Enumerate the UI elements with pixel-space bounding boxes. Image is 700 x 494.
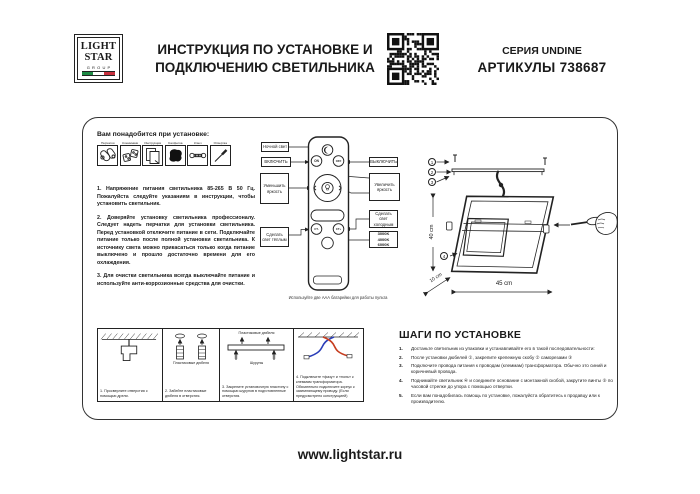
side-tab-left [447,222,453,230]
dimension-height-label: 40 cm [429,217,435,247]
series-name: СЕРИЯ UNDINE [502,45,582,57]
tools-heading: Вам понадобится при установке: [97,131,210,138]
tool-bolt: Ключ [187,141,209,166]
terminal-blocks-icon [120,145,141,166]
label-warm-light: Сделать свет тёплым [260,227,289,247]
cable-connector [499,183,503,187]
label-night-light: Ночной свет [261,142,289,152]
panel-caption-1: 1. Просверлите отверстия с помощью дрели. [100,389,148,399]
ct-minus-label: CT- [314,227,319,232]
dowels-illustration [165,331,216,361]
panel-wiring [293,329,363,401]
bulb-base [327,189,329,191]
label-turn-off: ВЫКЛЮЧИТЬ [369,157,398,167]
lightstar-logo [74,34,123,83]
indicator-window [311,210,344,221]
italian-flag-stripe [82,71,116,76]
panel-caption-3: 3. Закрепите установочную пластину с помощью шурупов в подготовленные отверстия. [222,384,289,399]
lightstar-logo-inner [77,37,120,80]
installation-step: 5. Если вам понадобилась помощь по установке, пожалуйста обратитесь к продавцу или к производителю. [399,392,600,404]
ct-plus-label: CT+ [335,227,342,232]
wiring-illustration [296,331,360,362]
panel-caption-2: 2. Забейте пластиковые дюбеля в отверстия. [165,389,207,399]
napkin-icon [165,145,186,166]
installation-step: 3. Подключите провода питания к проводам (клеммам) трансформатора. Обычно это синий и коричневый провода. [399,363,607,375]
installation-steps-list [399,346,615,405]
page-title-line1: ИНСТРУКЦИЯ ПО УСТАНОВКЕ И [157,42,373,57]
install-steps-panels [97,328,364,402]
tool-screwdriver: Отвертка [210,141,232,166]
fixture-outer-frame [452,196,554,273]
dimension-depth-label: 10 cm [428,271,444,285]
tool-gloves: Перчатки [97,141,119,166]
screwdriver-icon [210,145,231,166]
safety-note-2: 2. Доверяйте установку светильника профессионалу. Следует надеть перчатки для установки светильника. Перед установкой отключите питание в сети. Подключайте питание только после полной установки светильника. К источнику света можно прикасаться только когда питание выключено и прошло достаточно времени для его охлаждения. [97,214,255,266]
label-decrease-brightness: Уменьшить яркость [260,173,289,204]
panel-drill [98,329,162,401]
safety-notes [97,186,255,294]
installation-step: 2. После установки дюбелей ①, закрепите крепежную скобу ② саморезами ③ [399,354,573,360]
panel-plate [219,329,293,401]
article-number: АРТИКУЛЫ 738687 [477,60,607,75]
callout-2: 2 [428,168,436,176]
installation-steps-section [399,329,615,407]
tool-terminals: Клеммники [120,141,142,166]
fixture-installation-diagram [420,128,620,310]
label-cold-light: Сделать свет холодным [369,210,398,228]
label-turn-on: ВКЛЮЧИТЬ [261,157,291,167]
panel-dowels [162,329,219,401]
tool-napkin: Салфетка [165,141,187,166]
dimension-width-label: 45 cm [484,281,524,287]
callout-3: 3 [428,178,436,186]
bulb-icon [326,185,330,189]
mount-screw-left [453,155,457,162]
safety-note-3: 3. Для очистки светильника всегда выключайте питание и используйте анти-коррозионные средства для очистки. [97,273,255,287]
logo-text-group: GROUP [86,64,113,70]
page-title [130,41,400,76]
off-button-label: OFF [335,159,342,164]
website-url: www.lightstar.ru [297,447,403,462]
side-tab-right [544,225,550,233]
tool-manual: Инструкция [142,141,164,166]
remote-battery-note: Используйте две ААА батарейки для работы пульта [288,295,388,300]
panel-label-screws: Шурупы [249,361,264,365]
installation-step: 4. Поднимайте светильник ④ и соедините основание с монтажной скобой, закрутите винты ⑤ по часовой стрелке до упора с помощью отвертки. [399,377,613,390]
mount-screw-right [543,158,547,165]
tools-row [97,141,247,166]
tools-section [97,131,247,166]
panel-label-dowels: Пластиковые дюбеля [173,361,209,365]
drill-illustration [100,331,158,367]
safety-note-1: 1. Напряжение питания светильника 85-265 В 50 Гц. Пожалуйста следуйте указаниям в инструкции, чтобы установить светильник. [97,186,255,208]
page-title-line2: ПОДКЛЮЧЕНИЮ СВЕТИЛЬНИКА [155,59,375,75]
gloves-icon [97,145,118,166]
label-kelvin-values: 3000K 4000K 6000K [369,231,398,248]
callout-4: 4 [440,252,448,260]
battery-cover [314,276,342,284]
screwdriver-blade [571,222,588,225]
bolt-icon [187,145,208,166]
remote-control-diagram [255,130,421,308]
on-button-label: ON [314,159,319,164]
label-increase-brightness: Увеличить яркость [369,173,400,201]
kelvin-cycle-button [322,237,334,249]
mounting-plate-illustration [222,335,290,361]
series-block [462,45,622,75]
panel-caption-4: 4. Подключите «фазу» и «ноль» к клеммам трансформатора. Обязательно подключите корпус к заземляющему проводу. (Если предусмотрено конструкцией) [296,374,355,399]
logo-text-star: STAR [84,51,113,63]
logo-text-light: LIGHT [80,41,117,52]
installation-step: 1. Достаньте светильник из упаковки и устанавливайте его в такой последовательности: [399,346,595,351]
panel-label-dowels-top: Пластиковые дюбеля [238,331,275,335]
installation-steps-heading: ШАГИ ПО УСТАНОВКЕ [399,329,522,341]
qr-code [387,33,439,85]
manual-pages-icon [142,145,163,166]
night-light-button [322,145,333,156]
callout-1: 1 [428,158,436,166]
